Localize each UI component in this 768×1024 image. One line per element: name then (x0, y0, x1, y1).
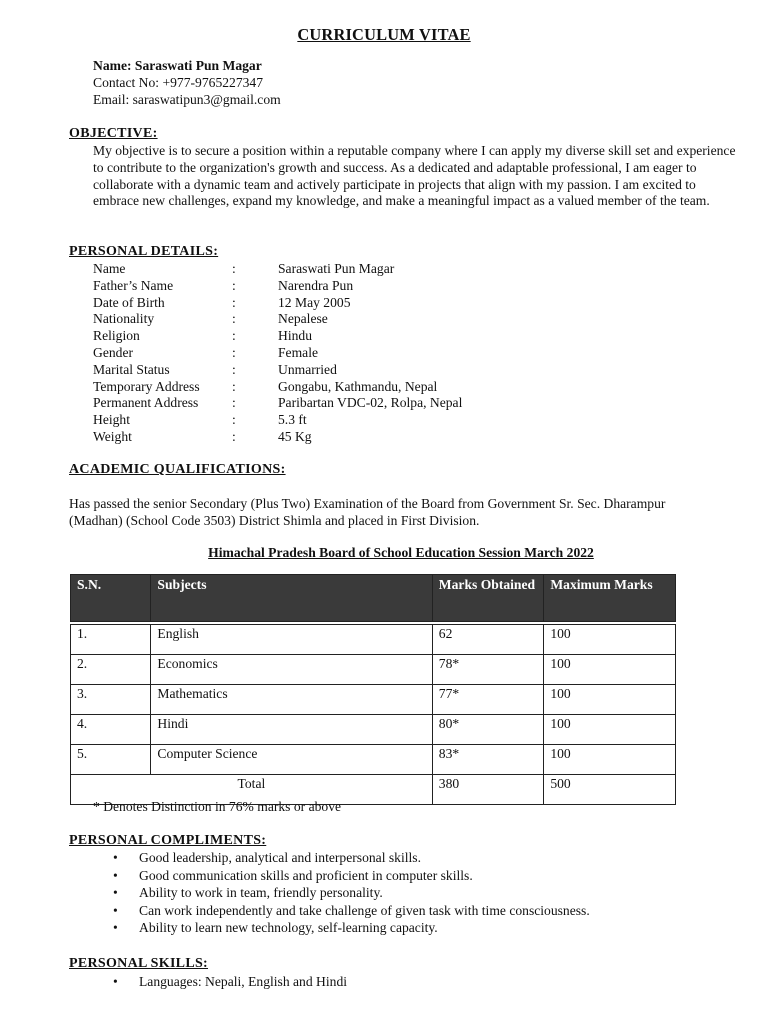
detail-value: Paribartan VDC-02, Rolpa, Nepal (278, 395, 463, 411)
list-item: • Ability to work in team, friendly personality. (139, 885, 590, 903)
table-row (71, 745, 676, 775)
table-header-row (71, 575, 676, 622)
detail-separator: : (232, 428, 236, 444)
distinction-note: * Denotes Distinction in 76% marks or above (93, 799, 342, 814)
total-obtained: 380 (432, 775, 544, 805)
skills-list (93, 974, 347, 992)
detail-label: Height (93, 412, 130, 428)
detail-value: 45 Kg (278, 428, 312, 444)
cell-sn: 4. (71, 715, 151, 745)
cell-maximum-marks: 100 (544, 715, 676, 745)
list-item: • Good leadership, analytical and interpersonal skills. (139, 850, 590, 868)
cell-maximum-marks: 100 (544, 745, 676, 775)
cell-marks-obtained: 78* (432, 655, 544, 685)
detail-value: 5.3 ft (278, 412, 307, 428)
detail-value: Gongabu, Kathmandu, Nepal (278, 378, 438, 394)
detail-separator: : (232, 277, 236, 293)
cell-subject: Mathematics (151, 685, 432, 715)
cell-subject: Computer Science (151, 745, 432, 775)
detail-label: Temporary Address (93, 378, 200, 394)
detail-separator: : (232, 261, 236, 276)
objective-heading: OBJECTIVE: (69, 126, 158, 141)
cell-maximum-marks: 100 (544, 655, 676, 685)
detail-value: Unmarried (278, 361, 337, 377)
detail-value: Hindu (278, 328, 312, 344)
detail-label: Gender (93, 344, 134, 360)
detail-label: Name (93, 261, 126, 276)
cell-marks-obtained: 83* (432, 745, 544, 775)
contact-name: Name: Saraswati Pun Magar (93, 58, 262, 73)
academic-text: Has passed the senior Secondary (Plus Two) Examination of the Board from Government Sr. Sec. Dharampur (Madhan) (School Code 3503) District Shimla and placed in First Division. (69, 496, 666, 528)
detail-value: Female (278, 344, 319, 360)
board-title: Himachal Pradesh Board of School Education Session March 2022 (208, 545, 594, 560)
cell-marks-obtained: 77* (432, 685, 544, 715)
header-sn: S.N. (71, 575, 151, 622)
detail-separator: : (232, 395, 236, 411)
contact-block (93, 58, 281, 108)
cell-marks-obtained: 62 (432, 625, 544, 655)
list-item: • Ability to learn new technology, self-learning capacity. (139, 920, 590, 938)
skills-heading: PERSONAL SKILLS: (69, 956, 209, 971)
detail-separator: : (232, 294, 236, 310)
detail-separator: : (232, 378, 236, 394)
marks-table (70, 574, 676, 805)
detail-separator: : (232, 344, 236, 360)
personal-details-heading: PERSONAL DETAILS: (69, 244, 219, 259)
table-row (71, 655, 676, 685)
list-item: • Languages: Nepali, English and Hindi (139, 974, 347, 992)
cell-maximum-marks: 100 (544, 625, 676, 655)
cell-subject: English (151, 625, 432, 655)
header-marks-obtained: Marks Obtained (432, 575, 544, 622)
header-maximum-marks: Maximum Marks (544, 575, 676, 622)
detail-separator: : (232, 311, 236, 327)
document-title: CURRICULUM VITAE (297, 25, 471, 44)
detail-value: 12 May 2005 (278, 294, 351, 310)
detail-label: Nationality (93, 311, 155, 327)
detail-separator: : (232, 412, 236, 428)
cell-maximum-marks: 100 (544, 685, 676, 715)
cell-subject: Hindi (151, 715, 432, 745)
cell-sn: 3. (71, 685, 151, 715)
cell-sn: 2. (71, 655, 151, 685)
total-maximum: 500 (544, 775, 676, 805)
cell-marks-obtained: 80* (432, 715, 544, 745)
list-item: • Good communication skills and proficient in computer skills. (139, 868, 590, 886)
contact-email: Email: saraswatipun3@gmail.com (93, 91, 281, 107)
detail-label: Marital Status (93, 361, 170, 377)
detail-value: Saraswati Pun Magar (278, 261, 395, 276)
cell-subject: Economics (151, 655, 432, 685)
detail-label: Permanent Address (93, 395, 199, 411)
contact-phone: Contact No: +977-9765227347 (93, 74, 264, 90)
detail-separator: : (232, 361, 236, 377)
objective-text: My objective is to secure a position within a reputable company where I can apply my diverse skill set and experience to contribute to the organization's growth and success. As a dedicated and adaptable professional, I am eager to collaborate with a dynamic team and actively participate in projects that align with my passion. I am excited to embrace new challenges, expand my knowledge, and make a meaningful impact as a valued member of the team. (93, 143, 736, 209)
detail-label: Father’s Name (93, 277, 174, 293)
detail-label: Religion (93, 328, 140, 344)
detail-separator: : (232, 328, 236, 344)
detail-label: Date of Birth (93, 294, 165, 310)
table-row (71, 685, 676, 715)
cell-sn: 1. (71, 625, 151, 655)
total-label: Total (71, 775, 433, 805)
table-row (71, 625, 676, 655)
cell-sn: 5. (71, 745, 151, 775)
detail-label: Weight (93, 428, 132, 444)
header-subjects: Subjects (151, 575, 432, 622)
compliments-list (93, 850, 590, 938)
detail-value: Narendra Pun (278, 277, 354, 293)
academic-heading: ACADEMIC QUALIFICATIONS: (69, 462, 286, 477)
compliments-heading: PERSONAL COMPLIMENTS: (69, 833, 267, 848)
list-item: • Can work independently and take challenge of given task with time consciousness. (139, 903, 590, 921)
detail-value: Nepalese (278, 311, 328, 327)
table-row (71, 715, 676, 745)
